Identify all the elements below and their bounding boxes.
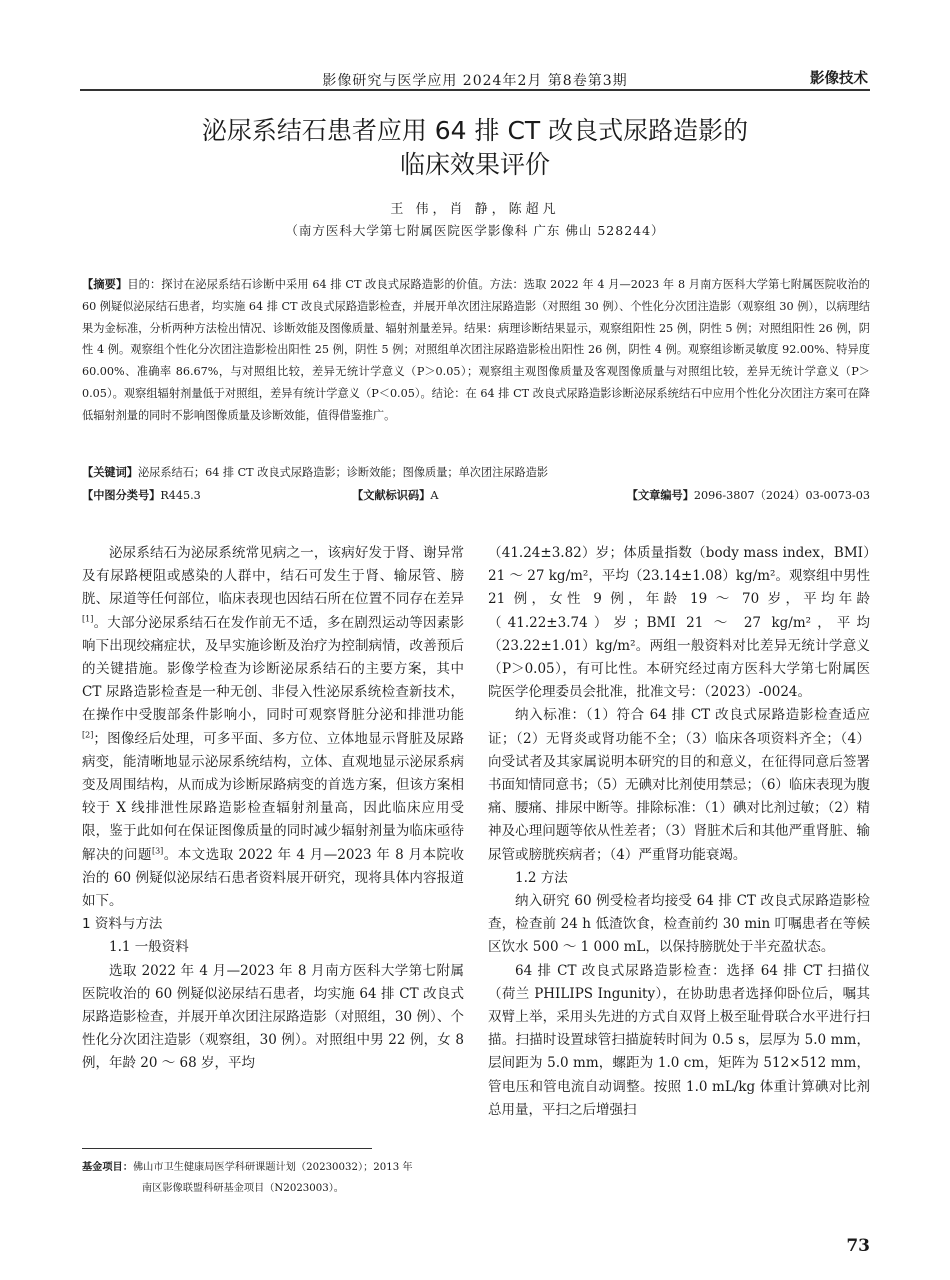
general-paragraph: 选取 2022 年 4 月—2023 年 8 月南方医科大学第七附属医院收治的 60 例疑似泌尿结石患者，均实施 64 排 CT 改良式尿路造影检查，并展开单次团注尿路造影（对照组，30 例）、个性化分次团注造影（观察组，30 例）。对照组中男 22 例，女 8 例，年龄 20 ～ 68 岁，平均 <box>82 962 464 1072</box>
keywords-label: 【关键词】 <box>82 466 138 479</box>
keywords-text: 泌尿系结石；64 排 CT 改良式尿路造影；诊断效能；图像质量；单次团注尿路造影 <box>137 466 549 479</box>
section-heading-methods: 1 资料与方法 <box>82 916 163 933</box>
criteria-paragraph: 纳入标准：（1）符合 64 排 CT 改良式尿路造影检查适应证；（2）无肾炎或肾功能不全；（3）临床各项资料齐全；（4）向受试者及其家属说明本研究的目的和意义，在征得同意后签署书面知情同意书；（5）无碘对比剂使用禁忌；（6）临床表现为腹痛、腰痛、排尿中断等。排除标准：（1）碘对比剂过敏；（2）精神及心理问题等依从性差者；（3）肾脏术后和其他严重肾脏、输尿管或膀胱疾病者；（4）严重肾功能衰竭。 <box>488 707 870 863</box>
intro-paragraph <box>82 542 464 913</box>
article-title <box>0 114 950 182</box>
method-paragraph-1: 纳入研究 60 例受检者均接受 64 排 CT 改良式尿路造影检查，检查前 24 h 低渣饮食，检查前约 30 min 叮嘱患者在等候区饮水 500 ～ 1 000 mL，以保持膀胱处于半充盈状态。 <box>488 893 870 956</box>
clc-label: 【中图分类号】 <box>82 489 161 502</box>
ref-1: [1] <box>82 614 94 624</box>
left-column <box>82 542 464 1076</box>
title-line-2: 临床效果评价 <box>399 150 550 179</box>
title-line-1: 泌尿系结石患者应用 64 排 CT 改良式尿路造影的 <box>201 116 749 145</box>
article-value: 2096-3807（2024）03-0073-03 <box>693 489 870 502</box>
footnote-rule <box>82 1148 372 1149</box>
method-paragraph-2: 64 排 CT 改良式尿路造影检查：选择 64 排 CT 扫描仪（荷兰 PHILIPS Ingunity），在协助患者选择仰卧位后，嘱其双臂上举，采用头先进的方式自双肾上极至耻骨联合水平进行扫描。扫描时设置球管扫描旋转时间为 0.5 s，层厚为 5.0 mm，层间距为 5.0 mm，螺距为 1.0 cm，矩阵为 512×512 mm，管电压和管电流自动调整。按照 1.0 mL/kg 体重计算碘对比剂总用量，平扫之后增强扫 <box>488 962 870 1118</box>
header-rule <box>80 89 870 91</box>
intro-text-4: 。本文选取 2022 年 4 月—2023 年 8 月本院收治的 60 例疑似泌尿结石患者资料展开研究，现将具体内容报道如下。 <box>82 846 465 910</box>
authors: 王 伟，肖 静，陈超凡 <box>390 202 560 217</box>
ref-3: [3] <box>151 846 164 856</box>
doc-value: A <box>430 489 439 502</box>
funding-line-2: 南区影像联盟科研基金项目（N2023003）。 <box>142 1183 344 1194</box>
funding-label: 基金项目： <box>82 1162 133 1173</box>
section-label: 影像技术 <box>810 71 868 87</box>
ref-2: [2] <box>82 730 94 740</box>
abstract <box>82 274 870 427</box>
article-label: 【文章编号】 <box>626 489 694 502</box>
intro-text-3: ；图像经后处理，可多平面、多方位、立体地显示肾脏及尿路病变，能清晰地显示泌尿系统结构，立体、直观地显示泌尿系病变及周围结构，从而成为诊断尿路病变的首选方案，但该方案相较于 X 线排泄性尿路造影检查辐射剂量高，因此临床应用受限，鉴于此如何在保证图像质量的同时减少辐射剂量为临床亟待解决的问题 <box>82 730 464 863</box>
abstract-text: 目的：探讨在泌尿系结石诊断中采用 64 排 CT 改良式尿路造影的价值。方法：选取 2022 年 4 月—2023 年 8 月南方医科大学第七附属医院收治的 60 例疑似泌尿结石患者，均实施 64 排 CT 改良式尿路造影检查，并展开单次团注尿路造影（对照组 30 例）、个性化分次团注造影（观察组 30 例），以病理结果为金标准，分析两种方法检出情况、诊断效能及图像质量、辐射剂量差异。结果：病理诊断结果显示，观察组阳性 25 例，阴性 5 例；对照组阳性 26 例，阴性 4 例。观察组个性化分次团注造影检出阳性 25 例，阴性 5 例；对照组单次团注尿路造影检出阳性 26 例，阴性 4 例。观察组诊断灵敏度 92.00%、特异度 60.00%、准确率 86.67%，与对照组比较，差异无统计学意义（P＞0.05）；观察组主观图像质量及客观图像质量与对照组比较，差异无统计学意义（P＞0.05）。观察组辐射剂量低于对照组，差异有统计学意义（P＜0.05）。结论：在 64 排 CT 改良式尿路造影诊断泌尿系统结石中应用个性化分次团注方案可在降低辐射剂量的同时不影响图像质量及诊断效能，值得借鉴推广。 <box>82 278 870 422</box>
affiliation: （南方医科大学第七附属医院医学影像科 广东 佛山 528244） <box>285 223 665 238</box>
subsection-heading-method: 1.2 方法 <box>515 869 568 886</box>
funding-line-1: 佛山市卫生健康局医学科研课题计划（20230032）；2013 年 <box>132 1162 413 1173</box>
clc-number <box>82 486 201 506</box>
page-number: 73 <box>846 1236 870 1256</box>
doc-code <box>352 486 438 506</box>
intro-text-1: 泌尿系结石为泌尿系统常见病之一，该病好发于肾、谢异常及有尿路梗阻或感染的人群中，结石可发生于肾、输尿管、膀胱、尿道等任何部位，临床表现也因结石所在位置不同存在差异 <box>82 545 464 608</box>
article-number <box>627 486 870 506</box>
right-column <box>488 542 870 1122</box>
funding-note <box>82 1157 467 1199</box>
doc-label: 【文献标识码】 <box>352 489 431 502</box>
subsection-heading-general: 1.1 一般资料 <box>109 939 189 956</box>
keywords <box>82 463 870 483</box>
abstract-label: 【摘要】 <box>82 278 128 291</box>
clc-value: R445.3 <box>160 489 201 502</box>
intro-text-2: 。大部分泌尿系结石在发作前无不适，多在剧烈运动等因素影响下出现绞痛症状，及早实施诊断及治疗为控制病情，改善预后的关键措施。影像学检查为诊断泌尿系结石的主要方案，其中 CT 尿路造影检查是一种无创、非侵入性泌尿系统检查新技术，在操作中受腹部条件影响小，同时可观察肾脏分泌和排泄功能 <box>82 614 464 724</box>
journal-header: 影像研究与医学应用 2024年2月 第8卷第3期 <box>322 73 628 89</box>
general-paragraph-cont: （41.24±3.82）岁；体质量指数（body mass index，BMI）21 ～ 27 kg/m²，平均（23.14±1.08）kg/m²。观察组中男性 21 例，女性 9 例，年龄 19 ～ 70 岁，平均年龄（41.22±3.74）岁；BMI 21 ～ 27 kg/m²，平均（23.22±1.01）kg/m²。两组一般资料对比差异无统计学意义（P＞0.05），有可比性。本研究经过南方医科大学第七附属医院医学伦理委员会批准，批准文号：（2023）-0024。 <box>488 545 870 701</box>
